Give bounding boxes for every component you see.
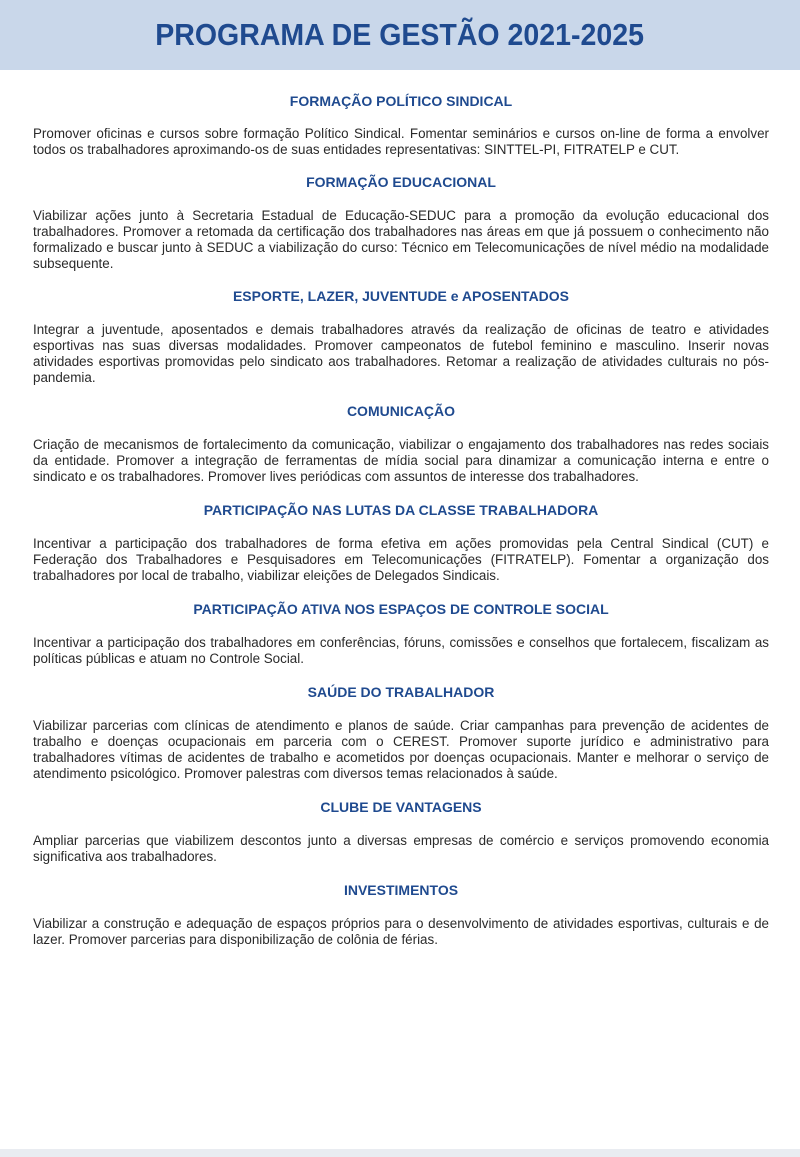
bottom-divider bbox=[0, 1149, 800, 1157]
section-heading: FORMAÇÃO EDUCACIONAL bbox=[306, 174, 496, 190]
section-text: Incentivar a participação dos trabalhadores de forma efetiva em ações promovidas pela Central Sindical (CUT) e Federação dos Trabalhadores e Pesquisadores em Telecomunicações (FITRATELP). Fomentar a organização dos trabalhadores por local de trabalho, viabilizar eleições de Delegados Sindicais. bbox=[33, 536, 769, 583]
section-formacao-educacional bbox=[33, 158, 769, 272]
section-text: Integrar a juventude, aposentados e demais trabalhadores através da realização de oficinas de teatro e atividades esportivas nas suas diversas modalidades. Promover campeonatos de futebol feminino e masculino. Inserir novas atividades esportivas promovidas pelo sindicato aos trabalhadores. Retomar a realização de atividades culturais no pós-pandemia. bbox=[33, 322, 769, 385]
section-participacao-lutas bbox=[33, 485, 769, 584]
section-heading: FORMAÇÃO POLÍTICO SINDICAL bbox=[289, 93, 513, 109]
section-text: Criação de mecanismos de fortalecimento da comunicação, viabilizar o engajamento dos trabalhadores nas redes sociais da entidade. Promover a integração de ferramentas de mídia social para dinamizar a comunicação interna e entre o sindicato e os trabalhadores. Promover lives periódicas com assuntos de interesse dos trabalhadores. bbox=[33, 437, 769, 484]
section-controle-social bbox=[33, 584, 769, 667]
section-esporte-lazer bbox=[33, 272, 769, 386]
section-heading: SAÚDE DO TRABALHADOR bbox=[307, 684, 495, 700]
section-text: Viabilizar ações junto à Secretaria Estadual de Educação-SEDUC para a promoção da evolução educacional dos trabalhadores. Promover a retomada da certificação dos trabalhadores nas áreas em que já possuem o conhecimento não formalizado e buscar junto à SEDUC a viabilização do curso: Técnico em Telecomunicações de nível médio na modalidade subsequente. bbox=[33, 208, 769, 271]
header-banner bbox=[0, 0, 800, 70]
section-text: Ampliar parcerias que viabilizem descontos junto a diversas empresas de comércio e serviços promovendo economia significativa aos trabalhadores. bbox=[33, 833, 769, 864]
section-heading: PARTICIPAÇÃO NAS LUTAS DA CLASSE TRABALHADORA bbox=[203, 502, 599, 518]
section-formacao-politico-sindical bbox=[33, 70, 769, 158]
document-body bbox=[0, 70, 800, 948]
section-text: Incentivar a participação dos trabalhadores em conferências, fóruns, comissões e conselhos que fortalecem, fiscalizam as políticas públicas e atuam no Controle Social. bbox=[33, 635, 769, 666]
section-heading: PARTICIPAÇÃO ATIVA NOS ESPAÇOS DE CONTROLE SOCIAL bbox=[193, 601, 609, 617]
section-clube-vantagens bbox=[33, 782, 769, 865]
section-saude-trabalhador bbox=[33, 667, 769, 782]
section-comunicacao bbox=[33, 386, 769, 485]
section-heading: CLUBE DE VANTAGENS bbox=[320, 799, 482, 815]
section-investimentos bbox=[33, 865, 769, 948]
section-heading: INVESTIMENTOS bbox=[343, 882, 459, 898]
section-heading: COMUNICAÇÃO bbox=[346, 403, 456, 419]
section-heading: ESPORTE, LAZER, JUVENTUDE e APOSENTADOS bbox=[232, 288, 570, 304]
section-text: Promover oficinas e cursos sobre formação Político Sindical. Fomentar seminários e cursos on-line de forma a envolver todos os trabalhadores aproximando-os de suas entidades representativas: SINTTEL-PI, FITRATELP e CUT. bbox=[33, 126, 769, 157]
section-text: Viabilizar parcerias com clínicas de atendimento e planos de saúde. Criar campanhas para prevenção de acidentes de trabalho e doenças ocupacionais em parceria com o CEREST. Promover suporte jurídico e administrativo para trabalhadores vítimas de acidentes de trabalho e acometidos por doenças ocupacionais. Manter e melhorar o serviço de atendimento psicológico. Promover palestras com diversos temas relacionados à saúde. bbox=[33, 718, 769, 781]
section-text: Viabilizar a construção e adequação de espaços próprios para o desenvolvimento de atividades esportivas, culturais e de lazer. Promover parcerias para disponibilização de colônia de férias. bbox=[33, 916, 769, 947]
page-title: PROGRAMA DE GESTÃO 2021-2025 bbox=[155, 17, 645, 52]
